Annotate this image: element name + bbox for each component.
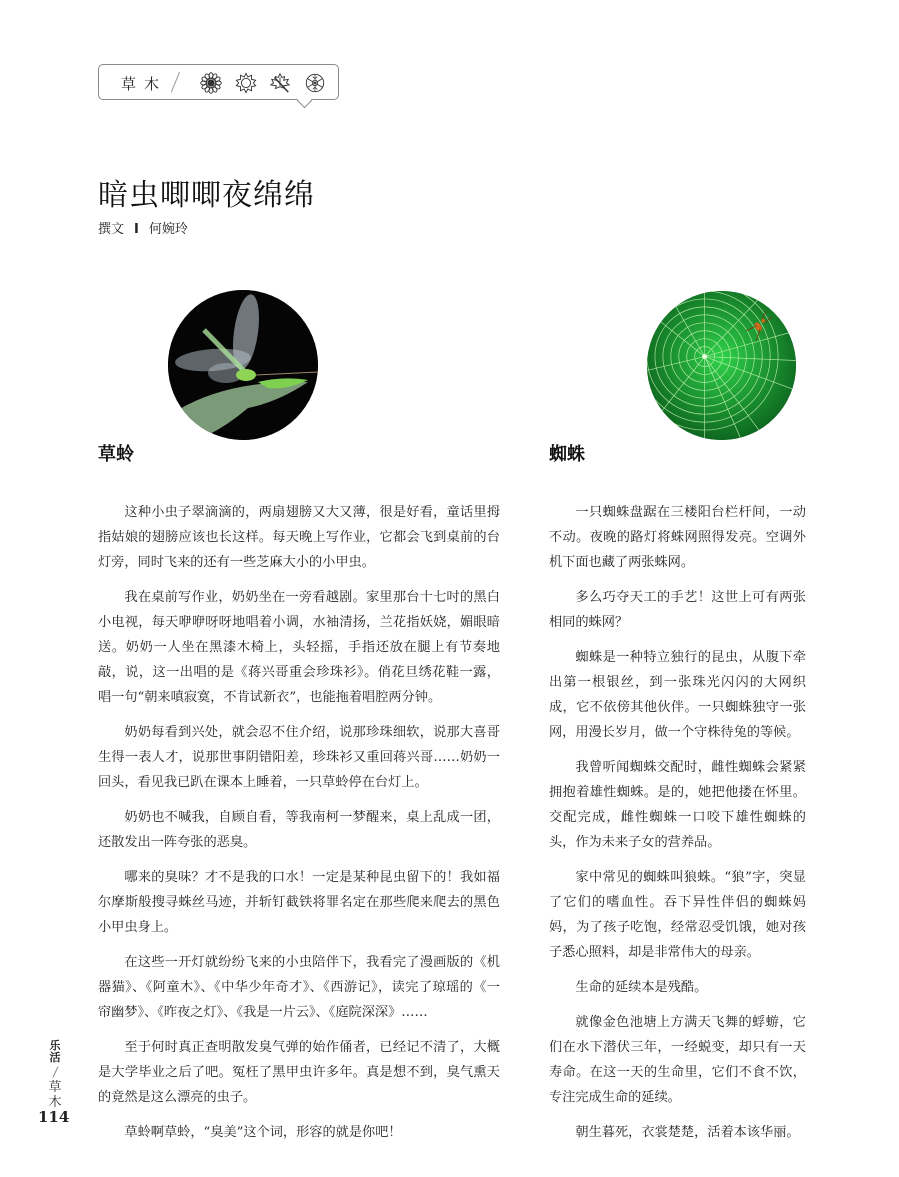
margin-subsection-label: 草木 <box>48 1080 62 1110</box>
paragraph: 蜘蛛是一种特立独行的昆虫，从腹下牵出第一根银丝，到一张珠光闪闪的大网织成，它不依傍其他伙伴。一只蜘蛛独守一张网，用漫长岁月，做一个守株待兔的等候。 <box>549 650 806 740</box>
margin-divider <box>52 1066 58 1077</box>
spider-column <box>549 500 806 1155</box>
margin-section-nav <box>40 1040 70 1110</box>
paragraph: 我在桌前写作业，奶奶坐在一旁看越剧。家里那台十七吋的黑白小电视，每天咿咿呀呀地唱着小调，水袖清扬，兰花指妖娆，媚眼暗送。奶奶一人坐在黑漆木椅上，头轻摇，手指还放在腿上有节奏地敲，说，这一出唱的是《蒋兴哥重会珍珠衫》。俏花旦绣花鞋一露，唱一句“朝来嗔寂寞，不肯试新衣”，也能拖着唱腔两分钟。 <box>98 590 500 705</box>
byline-label: 撰文 <box>98 222 125 237</box>
section-tag <box>98 64 339 100</box>
byline <box>98 218 188 237</box>
margin-section-label: 乐活 <box>49 1039 61 1064</box>
paragraph: 朝生暮死，衣裳楚楚，活着本该华丽。 <box>575 1125 800 1140</box>
paragraph: 这种小虫子翠滴滴的，两扇翅膀又大又薄，很是好看，童话里拇指姑娘的翅膀应该也长这样。每天晚上写作业，它都会飞到桌前的台灯旁，同时飞来的还有一些芝麻大小的小甲虫。 <box>98 505 500 570</box>
byline-separator: I <box>134 222 139 237</box>
paragraph: 在这些一开灯就纷纷飞来的小虫陪伴下，我看完了漫画版的《机器猫》、《阿童木》、《中华少年奇才》、《西游记》，读完了琼瑶的《一帘幽梦》、《昨夜之灯》、《我是一片云》、《庭院深深》…… <box>98 955 500 1020</box>
paragraph: 哪来的臭味？才不是我的口水！一定是某种昆虫留下的！我如福尔摩斯般搜寻蛛丝马迹，并斩钉截铁将罪名定在那些爬来爬去的黑色小甲虫身上。 <box>98 870 500 935</box>
author-name: 何婉玲 <box>148 222 188 237</box>
paragraph: 一只蜘蛛盘踞在三楼阳台栏杆间，一动不动。夜晚的路灯将蛛网照得发亮。空调外机下面也藏了两张蛛网。 <box>549 505 806 570</box>
paragraph: 我曾听闻蜘蛛交配时，雌性蜘蛛会紧紧拥抱着雄性蜘蛛。是的，她把他搂在怀里。交配完成，雌性蜘蛛一口咬下雄性蜘蛛的头，作为未来子女的营养品。 <box>549 760 806 850</box>
spider-heading: 蜘蛛 <box>549 444 585 465</box>
maple-leaf-icon <box>269 72 291 94</box>
page-number: 114 <box>38 1108 70 1126</box>
lacewing-heading: 草蛉 <box>98 444 134 465</box>
section-tag-label: 草木 <box>121 75 168 93</box>
lacewing-column <box>98 500 500 1155</box>
section-tag-divider <box>171 72 180 93</box>
lacewing-photo <box>168 290 318 440</box>
snowflake-icon <box>304 72 326 94</box>
paragraph: 奶奶每看到兴处，就会忍不住介绍，说那珍珠细软，说那大喜哥生得一表人才，说那世事阴错阳差，珍珠衫又重回蒋兴哥……奶奶一回头，看见我已趴在课本上睡着，一只草蛉停在台灯上。 <box>98 725 500 790</box>
paragraph: 家中常见的蜘蛛叫狼蛛。“狼”字，突显了它们的嗜血性。吞下异性伴侣的蜘蛛妈妈，为了孩子吃饱，经常忍受饥饿，她对孩子悉心照料，却是非常伟大的母亲。 <box>549 870 806 960</box>
paragraph: 奶奶也不喊我，自顾自看，等我南柯一梦醒来，桌上乱成一团，还散发出一阵夸张的恶臭。 <box>98 810 500 850</box>
paragraph: 草蛉啊草蛉，“臭美”这个词，形容的就是你吧！ <box>124 1125 402 1140</box>
paragraph: 至于何时真正查明散发臭气弹的始作俑者，已经记不清了，大概是大学毕业之后了吧。冤枉了黑甲虫许多年。真是想不到，臭气熏天的竟然是这么漂亮的虫子。 <box>98 1040 500 1105</box>
paragraph: 多么巧夺天工的手艺！这世上可有两张相同的蛛网？ <box>549 590 806 630</box>
spider-web-photo <box>647 291 796 440</box>
paragraph: 生命的延续本是残酷。 <box>575 980 708 995</box>
sun-icon <box>235 72 257 94</box>
article-title: 暗虫唧唧夜绵绵 <box>98 178 315 213</box>
sunflower-icon <box>200 72 222 94</box>
paragraph: 就像金色池塘上方满天飞舞的蜉蝣，它们在水下潜伏三年，一经蜕变，却只有一天寿命。在这一天的生命里，它们不食不饮，专注完成生命的延续。 <box>549 1015 806 1105</box>
